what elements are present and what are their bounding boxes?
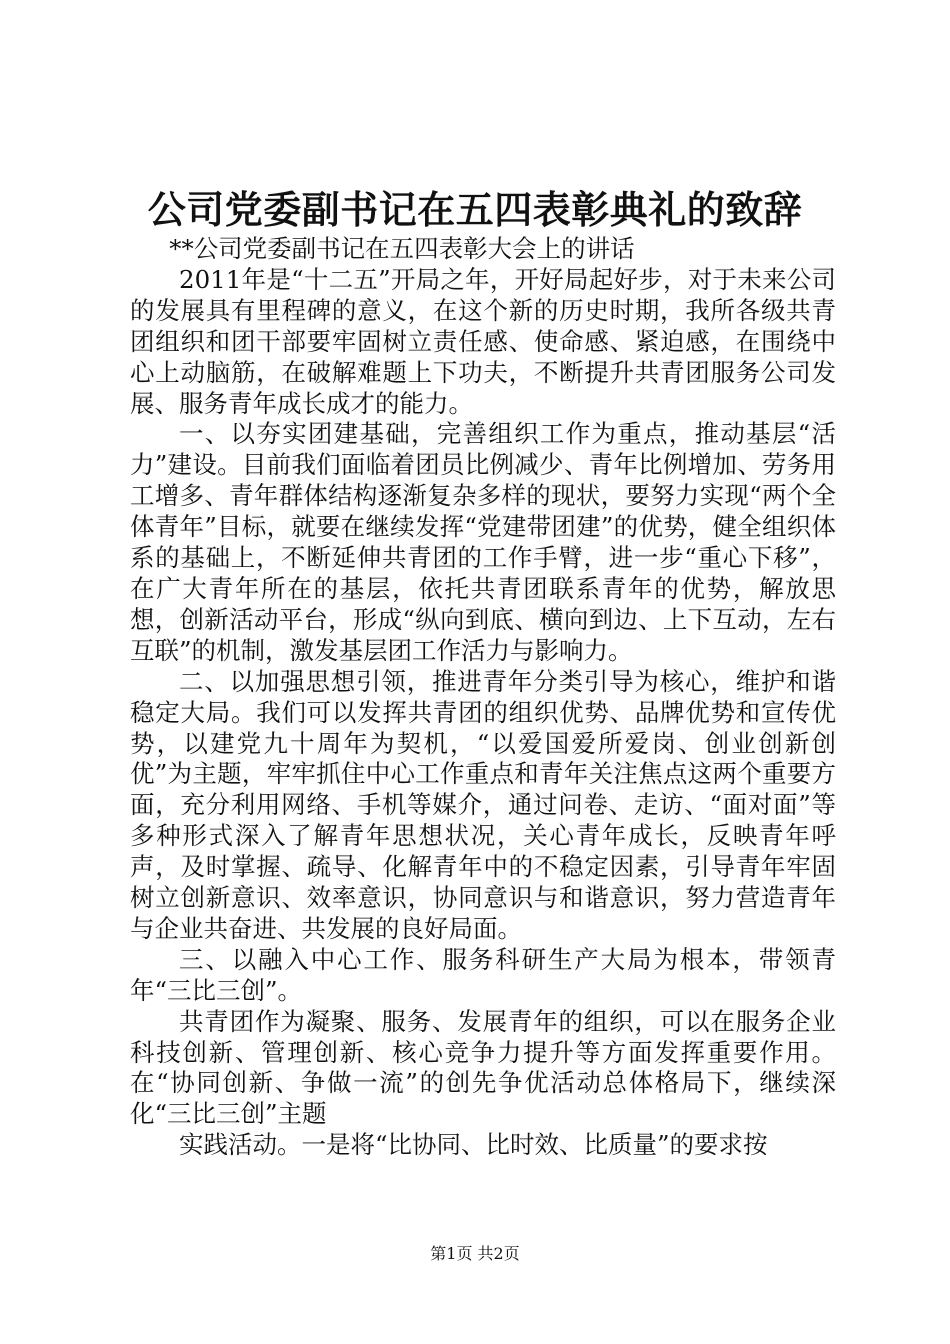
document-body	[130, 234, 836, 1161]
paragraph-section-3-body: 共青团作为凝聚、服务、发展青年的组织，可以在服务企业科技创新、管理创新、核心竞争力提升等方面发挥重要作用。在“协同创新、争做一流”的创先争优活动总体格局下，继续深化“三比三创”主题	[130, 1006, 836, 1129]
paragraph-section-3-continued: 实践活动。一是将“比协同、比时效、比质量”的要求按	[179, 1130, 768, 1160]
paragraph-section-3-heading: 三、以融入中心工作、服务科研生产大局为根本，带领青年“三比三创”。	[130, 944, 836, 1005]
paragraph-section-1: 一、以夯实团建基础，完善组织工作为重点，推动基层“活力”建设。目前我们面临着团员比例减少、青年比例增加、劳务用工增多、青年群体结构逐渐复杂多样的现状，要努力实现“两个全体青年”目标，就要在继续发挥“党建带团建”的优势，健全组织体系的基础上，不断延伸共青团的工作手臂，进一步“重心下移”，在广大青年所在的基层，依托共青团联系青年的优势，解放思想，创新活动平台，形成“纵向到底、横向到边、上下互动，左右互联”的机制，激发基层团工作活力与影响力。	[130, 419, 836, 665]
paragraph-section-2: 二、以加强思想引领，推进青年分类引导为核心，维护和谐稳定大局。我们可以发挥共青团的组织优势、品牌优势和宣传优势，以建党九十周年为契机，“以爱国爱所爱岗、创业创新创优”为主题，牢牢抓住中心工作重点和青年关注焦点这两个重要方面，充分利用网络、手机等媒介，通过问卷、走访、“面对面”等多种形式深入了解青年思想状况，关心青年成长，反映青年呼声，及时掌握、疏导、化解青年中的不稳定因素，引导青年牢固树立创新意识、效率意识，协同意识与和谐意识，努力营造青年与企业共奋进、共发展的良好局面。	[130, 666, 836, 943]
document-title: 公司党委副书记在五四表彰典礼的致辞	[147, 187, 803, 232]
paragraph-intro: 2011年是“十二五”开局之年，开好局起好步，对于未来公司的发展具有里程碑的意义，在这个新的历史时期，我所各级共青团组织和团干部要牢固树立责任感、使命感、紧迫感，在围绕中心上动脑筋，在破解难题上下功夫，不断提升共青团服务公司发展、服务青年成长成才的能力。	[130, 264, 836, 418]
page-number-footer: 第1页 共2页	[430, 1244, 520, 1263]
document-subtitle: **公司党委副书记在五四表彰大会上的讲话	[169, 234, 635, 263]
